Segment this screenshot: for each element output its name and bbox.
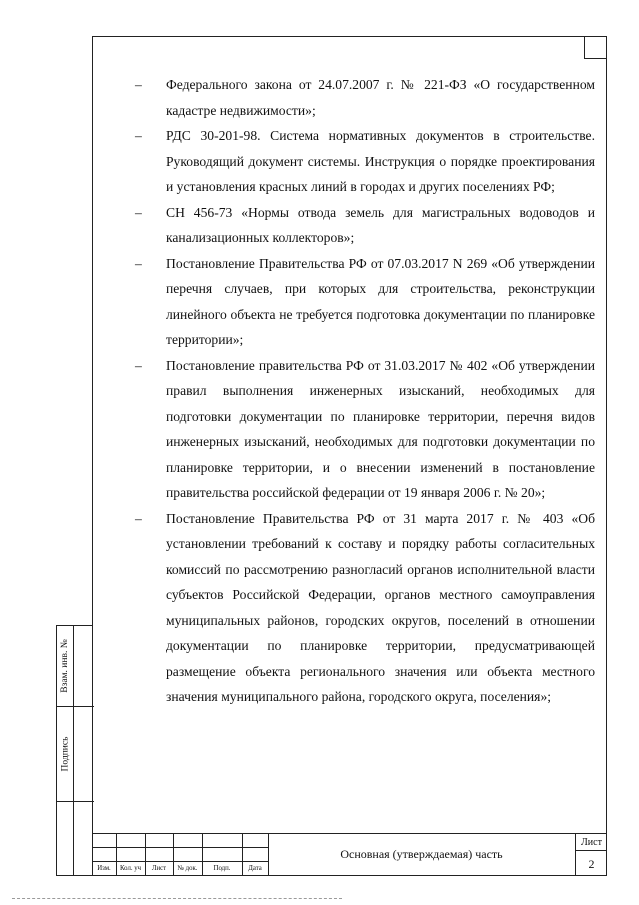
document-body [125,72,595,710]
col-data: Дата [248,865,262,872]
list-item-text: Постановление Правительства РФ от 07.03.2017 N 269 «Об утверждении перечня случаев, при которых для строительства, реконструкции линейного объекта не требуется подготовка документации по планировке территории»; [166,255,595,347]
list-item [125,123,595,200]
col-list: Лист [151,865,167,872]
list-item [125,251,595,353]
left-margin-strip [56,625,93,876]
bullet-dash: – [135,77,142,92]
podpis-label: Подпись [60,736,71,771]
col-podp: Подп. [213,865,231,872]
list-item-text: РДС 30-201-98. Система нормативных документов в строительстве. Руководящий документ системы. Инструкция о порядке проектирования и установления красных линий в городах и других поселениях РФ; [166,128,595,194]
bullet-dash: – [135,128,142,143]
list-item-text: Федерального закона от 24.07.2007 г. № 221-ФЗ «О государственном кадастре недвижимости»; [166,77,595,118]
list-item [125,200,595,251]
list-item-text: СН 456-73 «Нормы отвода земель для магистральных водоводов и канализационных коллекторов»; [166,204,595,245]
vzam-inv-label: Взам. инв. № [60,639,71,693]
list-item [125,506,595,710]
sheet-divider [576,850,607,851]
bullet-dash: – [135,510,142,526]
col-no-dok: № док. [177,865,198,872]
sheet-number: 2 [588,856,595,871]
sheet-label: Лист [581,836,602,848]
col-izm: Изм. [97,865,111,872]
list-item [125,353,595,506]
bullet-dash: – [135,255,142,271]
list-item [125,72,595,123]
col-kol-uch: Кол. уч [119,865,142,872]
document-section-title: Основная (утверждаемая) часть [340,847,503,861]
strip-column-divider [73,626,74,875]
scan-edge-line [12,898,342,899]
title-block [92,833,607,876]
bullet-dash: – [135,204,142,220]
corner-box [584,37,606,59]
strip-divider [57,801,94,802]
list-item-text: Постановление Правительства РФ от 31 марта 2017 г. № 403 «Об установлении требований к составу и порядку работы согласительных комиссий по рассмотрению разногласий органов исполнительной власти субъектов Российской Федерации, органов местного самоуправления муниципальных районов, городских округов, поселений в отношении документации по планировке территории, предусматривающей размещение объекта регионального значения или объекта местного значения муниципального района, городского округа, поселения»; [166,510,595,704]
list-item-text: Постановление правительства РФ от 31.03.2017 № 402 «Об утверждении правил выполнения инженерных изысканий, необходимых для подготовки документации по планировке территории, перечня видов инженерных изысканий, необходимых для подготовки документации по планировке территории, и о внесении изменений в постановление правительства российской федерации от 19 января 2006 г. № 20»; [166,357,595,500]
bullet-dash: – [135,357,142,373]
